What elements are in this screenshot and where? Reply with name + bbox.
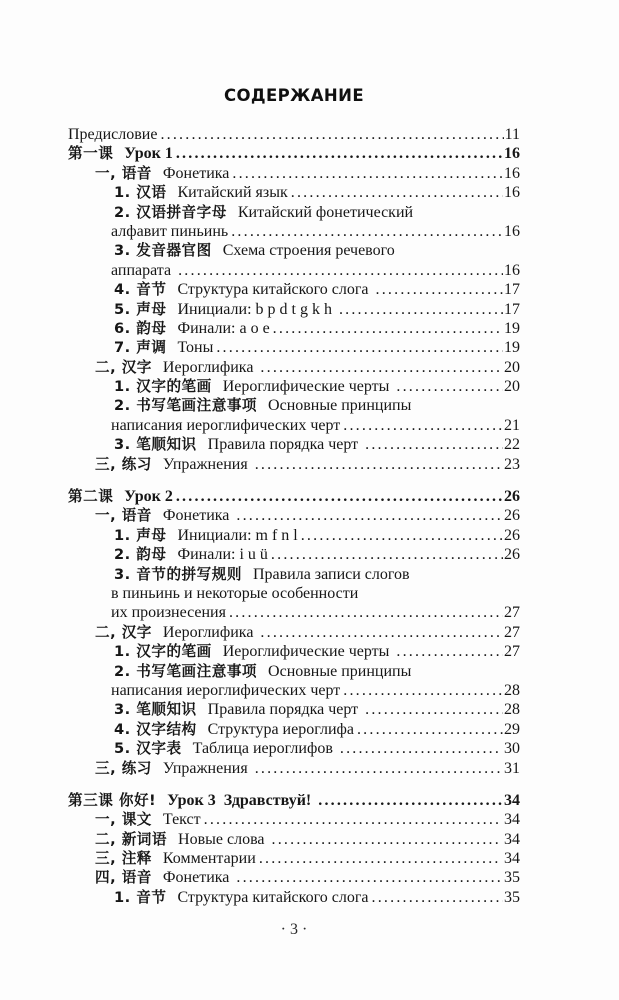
dot-leader [365,435,503,454]
toc-entry-chinese: 5. 声母 [114,300,167,318]
toc-entry-russian: Текст [162,811,201,829]
toc-entry-russian: Фонетика [162,164,230,182]
toc-page-number: 29 [504,720,520,738]
toc-page-number: 11 [504,126,520,143]
toc-entry-russian: Таблица иероглифов [192,740,337,758]
toc-entry-russian: Китайский язык [177,184,288,202]
toc-entry [68,280,520,299]
dot-leader [160,125,503,144]
toc-page-number: 34 [500,830,520,848]
toc-page-number: 35 [504,888,520,906]
toc-entry-chinese: 一, 语音 [95,507,152,525]
toc-entry-russian: Фонетика [162,507,234,525]
toc-entry-russian: Предисловие [68,126,158,143]
toc-entry-chinese: 第三课 你好! [68,791,157,809]
toc-entry-chinese: 三, 练习 [95,455,152,473]
toc-entry [68,603,520,622]
toc-entry [68,416,520,435]
toc-entry-chinese: 二, 汉字 [95,623,152,641]
toc-page-number: 27 [504,643,520,661]
toc-entry [68,338,520,357]
toc-page-number: 17 [504,281,520,299]
toc-page-number: 16 [504,261,520,279]
toc-entry-chinese: 1. 汉字的笔画 [114,378,212,396]
toc-page-number: 20 [504,378,520,396]
dot-leader [255,759,503,778]
toc-entry [68,487,520,506]
toc-entry-russian: Структура китайского слога [177,281,373,299]
toc-entry-chinese: 2. 书写笔画注意事项 [114,662,258,680]
dot-leader [340,739,499,758]
toc-entry [68,642,520,661]
toc-entry-chinese: 1. 汉字的笔画 [114,643,212,661]
dot-leader [229,603,503,622]
toc-page-number: 16 [504,164,520,182]
toc-entry-russian: написания иероглифических черт [111,681,341,699]
toc-page-number: 31 [504,759,520,777]
toc-entry-russian: Финали: a o e [177,319,270,337]
dot-leader [216,338,503,357]
toc-entry-russian: Основные принципы [268,662,412,680]
toc-entry-russian: Иероглифика [162,358,258,376]
toc-entry [68,261,520,280]
toc-page-number: 28 [504,701,520,719]
toc-entry [68,358,520,377]
toc-entry [68,506,520,525]
toc-entry [68,545,520,564]
toc-list [68,125,520,907]
toc-entry-chinese: 2. 韵母 [114,546,167,564]
toc-entry-chinese: 第二课 [68,488,114,506]
toc-entry-chinese: 7. 声调 [114,339,167,357]
dot-leader [291,183,503,202]
dot-leader [376,280,503,299]
toc-entry-russian: Комментарии [162,850,256,868]
toc-entry-russian: их произнесения [111,604,226,622]
toc-entry-chinese: 4. 音节 [114,281,167,299]
toc-entry-russian: Правила записи слогов [252,565,410,583]
toc-page-number: 22 [504,436,520,454]
toc-entry [68,144,520,163]
toc-entry [68,300,520,319]
dot-leader [260,623,503,642]
dot-leader [343,416,503,435]
toc-entry-chinese: 2. 书写笔画注意事项 [114,397,258,415]
toc-entry-russian: Инициали: m f n l [177,526,298,544]
toc-entry-russian: Новые слова [178,830,269,848]
toc-page-number: 28 [504,681,520,699]
toc-entry-russian: Правила порядка черт [207,436,363,454]
dot-leader [301,526,503,545]
toc-entry [68,830,520,849]
toc-entry [68,377,520,396]
dot-leader [176,487,503,506]
toc-page-number: 26 [504,546,520,564]
dot-leader [236,506,503,525]
page-title: СОДЕРЖАНИЕ [223,86,365,105]
dot-leader [176,144,503,163]
toc-entry-chinese: 1. 汉语 [114,184,167,202]
toc-entry-chinese: 三, 练习 [95,759,152,777]
toc-entry-russian: Инициали: b p d t g k h [177,300,336,318]
section-gap [68,778,520,791]
toc-entry-chinese: 3. 笔顺知识 [114,436,197,454]
toc-entry-russian: Упражнения [162,455,252,473]
toc-entry-russian: Упражнения [162,759,252,777]
dot-leader [272,830,499,849]
toc-entry-chinese: 6. 韵母 [114,319,167,337]
toc-entry [68,720,520,739]
section-gap [68,474,520,487]
toc-entry-chinese: 一, 语音 [95,164,152,182]
toc-entry [68,396,520,415]
toc-entry-chinese: 四, 语音 [95,869,152,887]
toc-entry-russian: Основные принципы [268,397,412,415]
toc-entry-russian: Урок 1 [124,145,173,163]
toc-entry [68,125,520,144]
dot-leader [259,849,499,868]
toc-page-number: 16 [504,145,520,163]
toc-entry [68,681,520,700]
toc-entry-russian: аппарата [111,261,176,279]
dot-leader [318,791,503,810]
toc-entry-russian: в пиньинь и некоторые особенности [111,584,359,602]
toc-entry [68,203,520,222]
dot-leader [231,222,503,241]
toc-entry [68,888,520,907]
toc-entry [68,739,520,758]
toc-entry-chinese: 二, 新词语 [95,830,168,848]
toc-page-number: 34 [500,850,520,868]
dot-leader [396,642,503,661]
dot-leader [232,164,503,183]
toc-entry-russian: алфавит пиньинь [111,222,229,240]
toc-entry-chinese: 1. 音节 [114,888,167,906]
toc-entry-russian: Иероглифические черты [222,643,394,661]
toc-entry-russian: Финали: i u ü [177,546,268,564]
toc-entry-chinese: 一, 课文 [95,811,152,829]
toc-page-number: 19 [504,339,520,357]
toc-entry-russian: Схема строения речевого [222,242,395,260]
dot-leader [396,377,503,396]
toc-entry-russian: Китайский фонетический [237,203,414,221]
dot-leader [365,700,503,719]
toc-entry [68,526,520,545]
toc-entry [68,759,520,778]
toc-entry-russian: написания иероглифических черт [111,416,341,434]
toc-page-number: 27 [504,623,520,641]
toc-entry [68,849,520,868]
toc-entry [68,565,520,584]
toc-entry [68,241,520,260]
toc-entry-russian: Урок 3 Здравствуй! [167,791,316,809]
toc-entry [68,455,520,474]
toc-entry-chinese: 5. 汉字表 [114,740,182,758]
toc-entry [68,623,520,642]
toc-page-number: 30 [500,740,520,758]
toc-page-number: 19 [504,319,520,337]
toc-page-number: 26 [504,488,520,506]
toc-entry [68,584,520,603]
toc-entry-russian: Иероглифика [162,623,258,641]
toc-entry-chinese: 2. 汉语拼音字母 [114,203,227,221]
page-number: · 3 · [280,921,308,938]
toc-content [68,86,520,907]
toc-entry [68,868,520,887]
dot-leader [178,261,503,280]
dot-leader [255,455,503,474]
toc-entry-russian: Фонетика [162,869,234,887]
toc-entry-chinese: 1. 声母 [114,526,167,544]
toc-page-number: 26 [504,507,520,525]
dot-leader [271,545,503,564]
toc-entry [68,164,520,183]
toc-page-number: 16 [504,222,520,240]
toc-entry [68,183,520,202]
toc-entry-chinese: 三, 注释 [95,850,152,868]
dot-leader [339,300,503,319]
dot-leader [260,358,503,377]
dot-leader [204,810,499,829]
toc-page-number: 27 [504,604,520,622]
toc-page-number: 35 [504,869,520,887]
toc-entry-chinese: 3. 笔顺知识 [114,701,197,719]
toc-entry-chinese: 第一课 [68,145,114,163]
toc-page-number: 34 [500,811,520,829]
dot-leader [273,319,503,338]
toc-page-number: 17 [504,300,520,318]
toc-entry-chinese: 3. 音节的拼写规则 [114,565,242,583]
toc-page-number: 16 [504,184,520,202]
dot-leader [372,888,503,907]
toc-entry-russian: Тоны [177,339,214,357]
toc-entry-russian: Урок 2 [124,488,173,506]
toc-entry [68,222,520,241]
toc-page-number: 23 [504,455,520,473]
toc-entry [68,810,520,829]
toc-page-number: 26 [504,526,520,544]
dot-leader [236,868,503,887]
toc-entry [68,435,520,454]
toc-entry-russian: Правила порядка черт [207,701,363,719]
toc-entry [68,700,520,719]
toc-entry [68,791,520,810]
toc-page-number: 20 [504,358,520,376]
toc-page-number: 21 [504,416,520,434]
dot-leader [357,720,503,739]
toc-entry-chinese: 3. 发音器官图 [114,242,212,260]
page-number-footer [68,921,520,939]
toc-entry-chinese: 4. 汉字结构 [114,720,197,738]
toc-entry [68,319,520,338]
toc-entry [68,662,520,681]
toc-entry-russian: Структура иероглифа [207,720,354,738]
dot-leader [343,681,503,700]
toc-page-number: 34 [504,791,520,809]
toc-entry-chinese: 二, 汉字 [95,358,152,376]
toc-entry-russian: Иероглифические черты [222,378,394,396]
toc-entry-russian: Структура китайского слога [177,888,369,906]
